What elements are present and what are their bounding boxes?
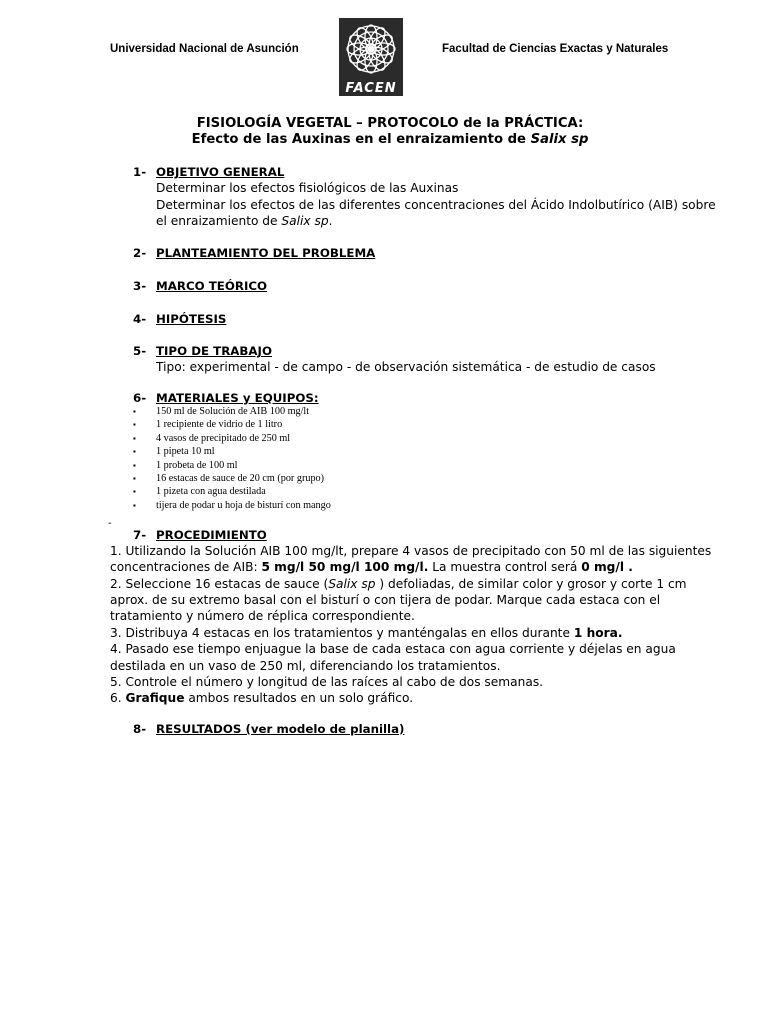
procedure-line-2a xyxy=(110,576,687,593)
bullet-icon: ▪ xyxy=(133,447,136,457)
procedure-line-6 xyxy=(110,690,413,707)
procedure-line-4b: destilada en un vaso de 250 ml, diferenciando los tratamientos. xyxy=(110,659,501,673)
procedure-duration: 1 hora. xyxy=(573,626,623,640)
logo-text: FACEN xyxy=(345,81,397,96)
procedure-text: concentraciones de AIB: xyxy=(110,560,262,574)
procedure-text: 2. Seleccione 16 estacas de sauce ( xyxy=(110,577,329,591)
section-number: 3- xyxy=(133,279,147,293)
material-text: 150 ml de Solución de AIB 100 mg/lt xyxy=(156,406,310,417)
procedure-text: ) defoliadas, de similar color y grosor y corte 1 cm xyxy=(375,577,687,591)
section-heading: TIPO DE TRABAJO xyxy=(156,344,272,358)
section-heading: OBJETIVO GENERAL xyxy=(156,165,285,179)
title-line-1: FISIOLOGÍA VEGETAL – PROTOCOLO de la PRÁCTICA: xyxy=(196,116,584,131)
procedure-text: 6. xyxy=(110,691,126,705)
objetivo-line-3 xyxy=(156,213,332,230)
material-item xyxy=(133,432,331,445)
section-resultados xyxy=(133,721,404,738)
bullet-icon: ▪ xyxy=(133,487,136,497)
procedure-line-1a: 1. Utilizando la Solución AIB 100 mg/lt, prepare 4 vasos de precipitado con 50 ml de las siguientes xyxy=(110,544,712,558)
material-text: 16 estacas de sauce de 20 cm (por grupo) xyxy=(156,472,325,484)
material-item xyxy=(133,459,331,472)
faculty-name: Facultad de Ciencias Exactas y Naturales xyxy=(442,43,669,55)
procedure-line-2b: aprox. de su extremo basal con el bisturí o con tijera de podar. Marque cada estaca con el xyxy=(110,593,661,607)
section-heading: HIPÓTESIS xyxy=(156,312,227,326)
facen-logo xyxy=(339,18,403,96)
procedure-line-2c: tratamiento y número de réplica correspondiente. xyxy=(110,609,415,623)
material-item xyxy=(133,405,331,418)
section-number: 6- xyxy=(133,391,147,405)
procedure-concentrations: 5 mg/l 50 mg/l 100 mg/l. xyxy=(261,560,429,574)
section-marco-teorico xyxy=(133,278,267,295)
bullet-icon: ▪ xyxy=(133,407,136,416)
bullet-icon: ▪ xyxy=(133,460,136,470)
material-item xyxy=(133,445,331,458)
section-objetivo xyxy=(133,164,284,181)
material-text: tijera de podar u hoja de bisturí con mango xyxy=(156,499,331,511)
procedure-text: 3. Distribuya 4 estacas en los tratamientos y manténgalas en ellos durante xyxy=(110,626,574,640)
section-procedimiento xyxy=(133,527,267,544)
material-text: 1 recipiente de vidrio de 1 litro xyxy=(156,419,283,431)
section-number: 1- xyxy=(133,165,147,179)
section-planteamiento xyxy=(133,245,375,262)
material-item xyxy=(133,499,331,512)
procedure-species: Salix sp xyxy=(328,577,376,591)
tipo-trabajo-line: Tipo: experimental - de campo - de observación sistemática - de estudio de casos xyxy=(156,360,656,374)
section-heading: RESULTADOS (ver modelo de planilla) xyxy=(156,722,405,736)
material-text: 4 vasos de precipitado de 250 ml xyxy=(156,432,291,444)
section-number: 2- xyxy=(133,246,147,260)
section-heading: MATERIALES y EQUIPOS: xyxy=(156,391,319,405)
procedure-graph-word: Grafique xyxy=(125,691,185,705)
procedure-control: 0 mg/l . xyxy=(581,560,633,574)
material-item xyxy=(133,485,331,498)
material-text: 1 pipeta 10 ml xyxy=(156,446,215,458)
bullet-icon: ▪ xyxy=(133,500,136,510)
procedure-line-1b xyxy=(110,559,633,576)
procedure-text: ambos resultados en un solo gráfico. xyxy=(184,691,414,705)
objetivo-line-3-text: el enraizamiento de xyxy=(156,214,282,228)
university-name: Universidad Nacional de Asunción xyxy=(110,43,299,55)
section-number: 4- xyxy=(133,312,147,326)
section-number: 8- xyxy=(133,722,147,736)
material-text: 1 pizeta con agua destilada xyxy=(156,486,266,498)
section-hipotesis xyxy=(133,311,226,328)
section-number: 5- xyxy=(133,344,147,358)
objetivo-line-1: Determinar los efectos fisiológicos de las Auxinas xyxy=(156,181,459,195)
procedure-line-4a: 4. Pasado ese tiempo enjuague la base de cada estaca con agua corriente y déjelas en agua xyxy=(110,642,676,656)
bullet-icon: ▪ xyxy=(133,420,136,430)
bullet-icon: ▪ xyxy=(133,433,136,443)
objetivo-line-2: Determinar los efectos de las diferentes concentraciones del Ácido Indolbutírico (AIB) sobre xyxy=(156,198,716,212)
material-text: 1 probeta de 100 ml xyxy=(156,459,238,471)
section-heading: PROCEDIMIENTO xyxy=(156,528,267,542)
section-heading: MARCO TEÓRICO xyxy=(156,279,268,293)
procedure-line-5: 5. Controle el número y longitud de las raíces al cabo de dos semanas. xyxy=(110,675,544,689)
objetivo-species: Salix sp xyxy=(281,214,329,228)
stray-dash: - xyxy=(108,518,112,529)
material-item xyxy=(133,418,331,431)
procedure-line-3 xyxy=(110,625,622,642)
title-line-2-text: Efecto de las Auxinas en el enraizamiento de xyxy=(191,132,531,147)
bullet-icon: ▪ xyxy=(133,473,136,483)
title-species: Salix sp xyxy=(530,132,589,147)
material-item xyxy=(133,472,331,485)
materials-list xyxy=(133,405,331,512)
procedure-text: La muestra control será xyxy=(428,560,582,574)
objetivo-line-3-end: . xyxy=(328,214,333,228)
section-heading: PLANTEAMIENTO DEL PROBLEMA xyxy=(156,246,376,260)
section-number: 7- xyxy=(133,528,147,542)
section-tipo-trabajo xyxy=(133,343,272,360)
document-title xyxy=(100,116,680,148)
title-line-2 xyxy=(100,132,680,148)
